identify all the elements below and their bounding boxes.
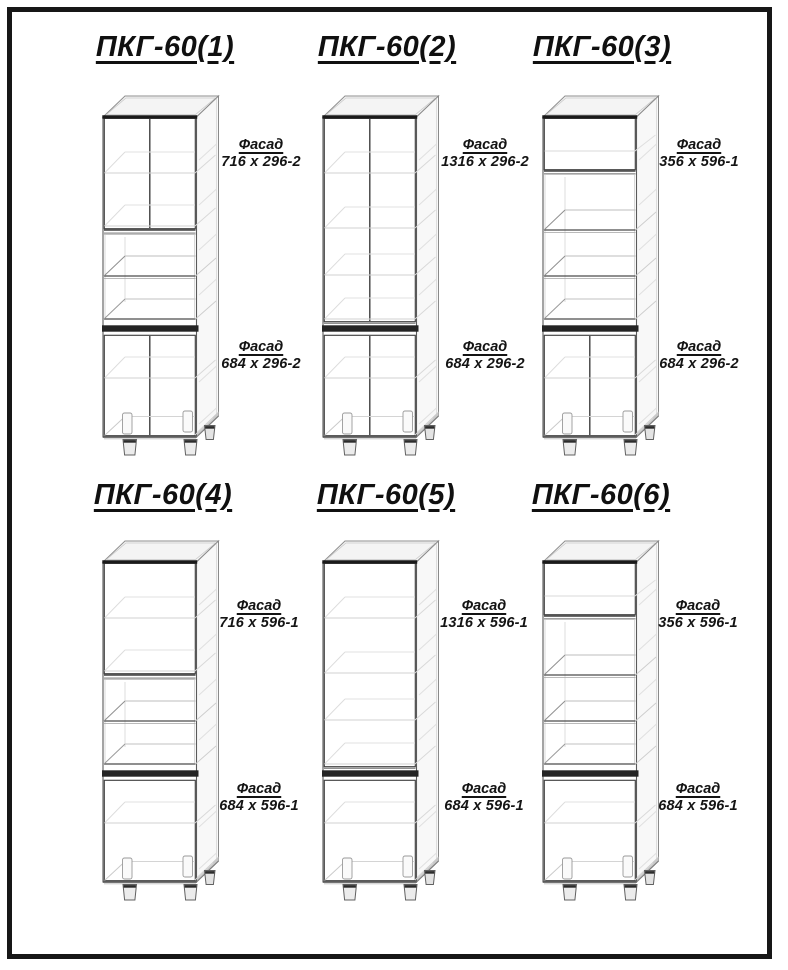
cabinet-title: ПКГ-60(5)	[316, 479, 456, 511]
cabinet-title: ПКГ-60(1)	[95, 31, 235, 63]
fascia-label-bottom	[221, 339, 301, 372]
cabinet-drawing	[315, 532, 465, 907]
fascia-size: 684 x 296-2	[221, 356, 301, 372]
cabinet-title: ПКГ-60(3)	[532, 31, 672, 63]
fascia-label-top	[440, 598, 528, 631]
fascia-label-top	[219, 598, 299, 631]
fascia-caption: Фасад	[675, 598, 721, 614]
fascia-size: 1316 x 596-1	[440, 615, 528, 631]
fascia-label-top	[441, 137, 529, 170]
fascia-label-bottom	[658, 781, 738, 814]
cabinet-title: ПКГ-60(4)	[93, 479, 233, 511]
fascia-label-top	[659, 137, 739, 170]
fascia-caption: Фасад	[461, 598, 507, 614]
cabinet-drawing	[95, 532, 245, 907]
cabinet-title: ПКГ-60(6)	[531, 479, 671, 511]
fascia-size: 356 x 596-1	[659, 154, 739, 170]
fascia-caption: Фасад	[238, 339, 284, 355]
fascia-size: 1316 x 296-2	[441, 154, 529, 170]
fascia-size: 684 x 596-1	[219, 798, 299, 814]
fascia-size: 684 x 296-2	[445, 356, 525, 372]
fascia-label-top	[658, 598, 738, 631]
fascia-size: 684 x 596-1	[444, 798, 524, 814]
fascia-caption: Фасад	[676, 339, 722, 355]
fascia-caption: Фасад	[462, 137, 508, 153]
fascia-label-bottom	[659, 339, 739, 372]
fascia-caption: Фасад	[238, 137, 284, 153]
fascia-size: 684 x 596-1	[658, 798, 738, 814]
fascia-size: 356 x 596-1	[658, 615, 738, 631]
cabinet-title: ПКГ-60(2)	[317, 31, 457, 63]
fascia-caption: Фасад	[676, 137, 722, 153]
fascia-caption: Фасад	[461, 781, 507, 797]
fascia-caption: Фасад	[675, 781, 721, 797]
fascia-label-bottom	[219, 781, 299, 814]
fascia-caption: Фасад	[462, 339, 508, 355]
fascia-caption: Фасад	[236, 781, 282, 797]
cabinet-drawing	[535, 532, 685, 907]
fascia-caption: Фасад	[236, 598, 282, 614]
fascia-size: 716 x 296-2	[221, 154, 301, 170]
fascia-size: 716 x 596-1	[219, 615, 299, 631]
fascia-label-bottom	[444, 781, 524, 814]
fascia-label-bottom	[445, 339, 525, 372]
fascia-size: 684 x 296-2	[659, 356, 739, 372]
fascia-label-top	[221, 137, 301, 170]
